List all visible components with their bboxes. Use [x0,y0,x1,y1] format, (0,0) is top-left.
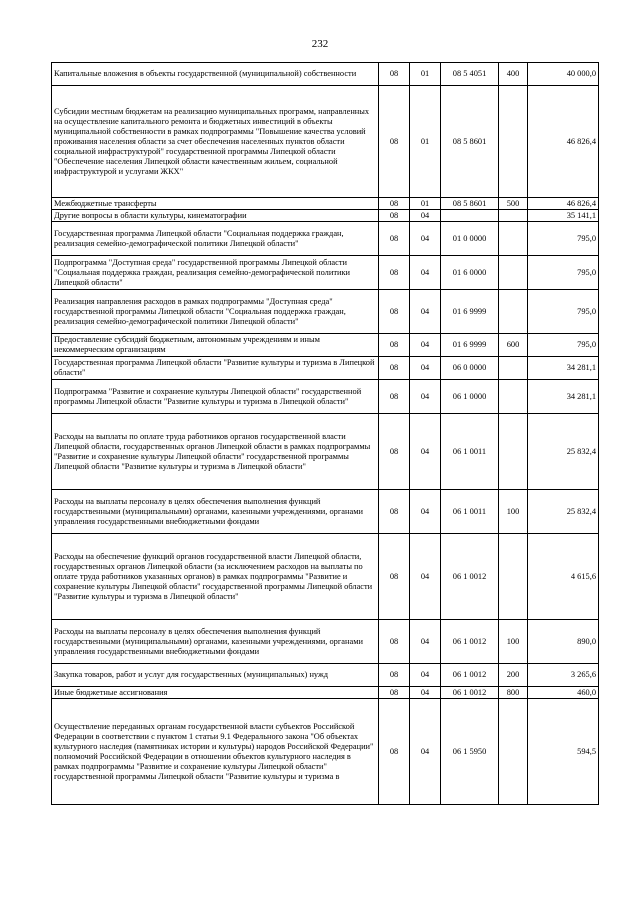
item-name-cell: Межбюджетные трансферты [52,198,379,210]
amount-cell: 890,0 [528,620,599,664]
section-code-cell: 08 [379,210,410,222]
subsection-code-cell: 04 [410,222,441,256]
table-row [52,86,599,198]
amount-cell: 25 832,4 [528,414,599,490]
subsection-code-cell: 04 [410,414,441,490]
expense-type-code-cell [499,414,528,490]
expense-type-code-cell [499,86,528,198]
subsection-code-cell: 04 [410,687,441,699]
expense-type-code-cell [499,380,528,414]
subsection-code-cell: 01 [410,86,441,198]
amount-cell: 34 281,1 [528,380,599,414]
section-code-cell: 08 [379,86,410,198]
expense-type-code-cell: 500 [499,198,528,210]
table-row [52,490,599,534]
table-row [52,380,599,414]
amount-cell: 460,0 [528,687,599,699]
amount-cell: 795,0 [528,290,599,334]
subsection-code-cell: 04 [410,334,441,357]
item-name-cell: Капитальные вложения в объекты государственной (муниципальной) собственности [52,63,379,86]
amount-cell: 4 615,6 [528,534,599,620]
target-item-code-cell [441,210,499,222]
item-name-cell: Расходы на выплаты персоналу в целях обеспечения выполнения функций государственными (муниципальными) органами, казенными учреждениями, органами управления государственными внебюджетными фондами [52,490,379,534]
section-code-cell: 08 [379,63,410,86]
budget-table-body [52,63,599,805]
amount-cell: 46 826,4 [528,198,599,210]
item-name-cell: Другие вопросы в области культуры, кинематографии [52,210,379,222]
amount-cell: 795,0 [528,256,599,290]
subsection-code-cell: 04 [410,534,441,620]
subsection-code-cell: 04 [410,380,441,414]
target-item-code-cell: 06 1 0012 [441,664,499,687]
target-item-code-cell: 06 1 0012 [441,534,499,620]
subsection-code-cell: 04 [410,210,441,222]
expense-type-code-cell: 100 [499,620,528,664]
table-row [52,256,599,290]
subsection-code-cell: 01 [410,198,441,210]
section-code-cell: 08 [379,334,410,357]
section-code-cell: 08 [379,290,410,334]
target-item-code-cell: 06 0 0000 [441,357,499,380]
table-row [52,534,599,620]
section-code-cell: 08 [379,256,410,290]
expense-type-code-cell [499,256,528,290]
amount-cell: 46 826,4 [528,86,599,198]
expense-type-code-cell [499,290,528,334]
target-item-code-cell: 06 1 0012 [441,687,499,699]
expense-type-code-cell [499,222,528,256]
amount-cell: 40 000,0 [528,63,599,86]
target-item-code-cell: 06 1 5950 [441,699,499,805]
item-name-cell: Реализация направления расходов в рамках подпрограммы "Доступная среда" государственной программы Липецкой области "Социальная поддержка граждан, реализация семейно-демографической политики Липецкой области" [52,290,379,334]
table-row [52,664,599,687]
item-name-cell: Предоставление субсидий бюджетным, автономным учреждениям и иным некоммерческим организациям [52,334,379,357]
section-code-cell: 08 [379,222,410,256]
table-row [52,620,599,664]
section-code-cell: 08 [379,414,410,490]
section-code-cell: 08 [379,699,410,805]
table-row [52,222,599,256]
item-name-cell: Осуществление переданных органам государственной власти субъектов Российской Федерации в соответствии с пунктом 1 статьи 9.1 Федерального закона "Об объектах культурного наследия (памятниках истории и культуры) народов Российской Федерации" полномочий Российской Федерации в отношении объектов культурного наследия в рамках подпрограммы "Развитие и сохранение культуры Липецкой области" государственной программы Липецкой области "Развитие культуры и туризма в [52,699,379,805]
page-number: 232 [311,38,329,50]
target-item-code-cell: 06 1 0011 [441,490,499,534]
amount-cell: 594,5 [528,699,599,805]
subsection-code-cell: 01 [410,63,441,86]
table-row [52,210,599,222]
subsection-code-cell: 04 [410,290,441,334]
expense-type-code-cell: 100 [499,490,528,534]
expense-type-code-cell [499,210,528,222]
item-name-cell: Субсидии местным бюджетам на реализацию муниципальных программ, направленных на осуществление капитального ремонта и бюджетных инвестиций в объекты муниципальной собственности в рамках подпрограммы "Повышение качества условий проживания населения области за счет обеспечения населенных пунктов области социальной инфраструктурой" государственной программы Липецкой области "Обеспечение населения Липецкой области качественным жильем, социальной инфраструктурой и услугами ЖКХ" [52,86,379,198]
subsection-code-cell: 04 [410,664,441,687]
subsection-code-cell: 04 [410,490,441,534]
section-code-cell: 08 [379,380,410,414]
subsection-code-cell: 04 [410,699,441,805]
subsection-code-cell: 04 [410,620,441,664]
item-name-cell: Иные бюджетные ассигнования [52,687,379,699]
item-name-cell: Расходы на обеспечение функций органов государственной власти Липецкой области, государственных органов Липецкой области (за исключением расходов на выплаты по оплате труда работников указанных органов) в рамках подпрограммы "Развитие и сохранение культуры Липецкой области" государственной программы Липецкой области "Развитие культуры и туризма в Липецкой области" [52,534,379,620]
budget-table [51,62,599,805]
section-code-cell: 08 [379,664,410,687]
target-item-code-cell: 08 5 8601 [441,198,499,210]
target-item-code-cell: 01 6 9999 [441,290,499,334]
table-row [52,699,599,805]
expense-type-code-cell: 400 [499,63,528,86]
target-item-code-cell: 08 5 8601 [441,86,499,198]
section-code-cell: 08 [379,198,410,210]
item-name-cell: Закупка товаров, работ и услуг для государственных (муниципальных) нужд [52,664,379,687]
amount-cell: 34 281,1 [528,357,599,380]
amount-cell: 3 265,6 [528,664,599,687]
table-row [52,63,599,86]
table-row [52,687,599,699]
section-code-cell: 08 [379,687,410,699]
table-row [52,290,599,334]
section-code-cell: 08 [379,490,410,534]
target-item-code-cell: 06 1 0012 [441,620,499,664]
amount-cell: 35 141,1 [528,210,599,222]
table-row [52,198,599,210]
subsection-code-cell: 04 [410,256,441,290]
expense-type-code-cell [499,534,528,620]
table-row [52,334,599,357]
item-name-cell: Государственная программа Липецкой области "Социальная поддержка граждан, реализация семейно-демографической политики Липецкой области" [52,222,379,256]
expense-type-code-cell: 800 [499,687,528,699]
expense-type-code-cell [499,357,528,380]
target-item-code-cell: 06 1 0011 [441,414,499,490]
target-item-code-cell: 01 6 9999 [441,334,499,357]
section-code-cell: 08 [379,534,410,620]
expense-type-code-cell: 200 [499,664,528,687]
target-item-code-cell: 08 5 4051 [441,63,499,86]
item-name-cell: Государственная программа Липецкой области "Развитие культуры и туризма в Липецкой области" [52,357,379,380]
subsection-code-cell: 04 [410,357,441,380]
section-code-cell: 08 [379,620,410,664]
item-name-cell: Подпрограмма "Доступная среда" государственной программы Липецкой области "Социальная поддержка граждан, реализация семейно-демографической политики Липецкой области" [52,256,379,290]
table-row [52,414,599,490]
item-name-cell: Расходы на выплаты персоналу в целях обеспечения выполнения функций государственными (муниципальными) органами, казенными учреждениями, органами управления государственными внебюджетными фондами [52,620,379,664]
section-code-cell: 08 [379,357,410,380]
target-item-code-cell: 01 6 0000 [441,256,499,290]
item-name-cell: Расходы на выплаты по оплате труда работников органов государственной власти Липецкой области, государственных органов Липецкой области в рамках подпрограммы "Развитие и сохранение культуры Липецкой области" государственной программы Липецкой области "Развитие культуры и туризма в Липецкой области" [52,414,379,490]
target-item-code-cell: 01 0 0000 [441,222,499,256]
amount-cell: 25 832,4 [528,490,599,534]
amount-cell: 795,0 [528,334,599,357]
target-item-code-cell: 06 1 0000 [441,380,499,414]
expense-type-code-cell [499,699,528,805]
item-name-cell: Подпрограмма "Развитие и сохранение культуры Липецкой области" государственной программы Липецкой области "Развитие культуры и туризма в Липецкой области" [52,380,379,414]
table-row [52,357,599,380]
expense-type-code-cell: 600 [499,334,528,357]
amount-cell: 795,0 [528,222,599,256]
